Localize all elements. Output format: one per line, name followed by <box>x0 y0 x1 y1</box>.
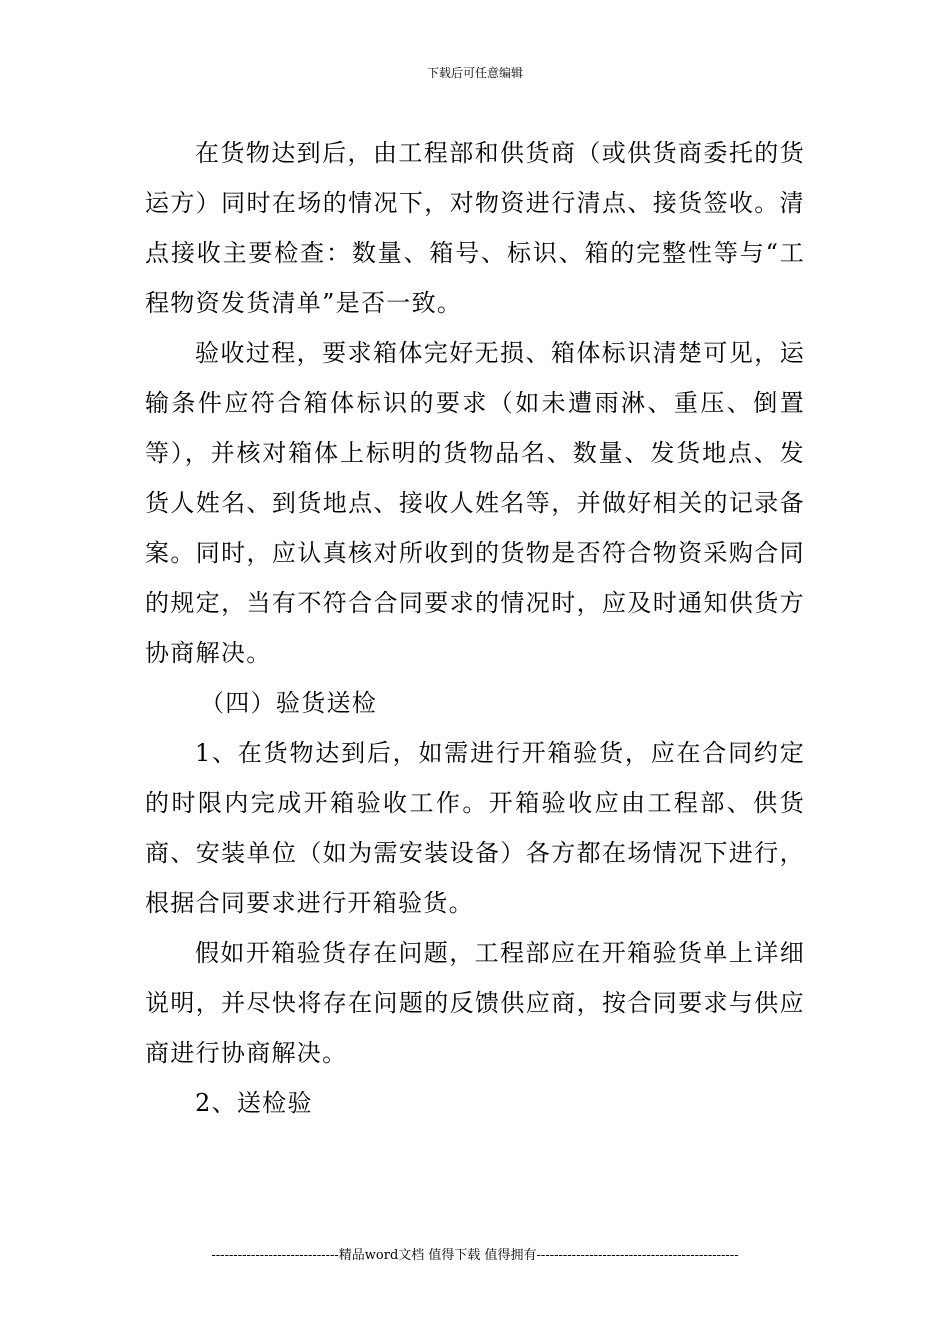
page-footer: -----------------------------精品word文档 值得下载 值得拥有---------------------------------------------- <box>211 1248 739 1263</box>
paragraph-acceptance-process: 验收过程，要求箱体完好无损、箱体标识清楚可见，运输条件应符合箱体标识的要求（如未遭雨淋、重压、倒置等），并核对箱体上标明的货物品名、数量、发货地点、发货人姓名、到货地点、接收人姓名等，并做好相关的记录备案。同时，应认真核对所收到的货物是否符合物资采购合同的规定，当有不符合合同要求的情况时，应及时通知供货方协商解决。 <box>145 339 805 667</box>
section-heading-inspection: （四）验货送检 <box>200 689 378 717</box>
page-header: 下载后可任意编辑 <box>426 66 523 80</box>
document-body <box>145 128 805 1128</box>
subheading-send-for-inspection: 2、送检验 <box>195 1089 313 1117</box>
paragraph-inspection-issues: 假如开箱验货存在问题，工程部应在开箱验货单上详细说明，并尽快将存在问题的反馈供应商，按合同要求与供应商进行协商解决。 <box>145 939 805 1067</box>
paragraph-unpacking-inspection: 1、在货物达到后，如需进行开箱验货，应在合同约定的时限内完成开箱验收工作。开箱验收应由工程部、供货商、安装单位（如为需安装设备）各方都在场情况下进行，根据合同要求进行开箱验货。 <box>145 739 805 917</box>
paragraph-receipt-check: 在货物达到后，由工程部和供货商（或供货商委托的货运方）同时在场的情况下，对物资进行清点、接货签收。清点接收主要检查：数量、箱号、标识、箱的完整性等与“工程物资发货清单”是否一致。 <box>145 139 805 317</box>
